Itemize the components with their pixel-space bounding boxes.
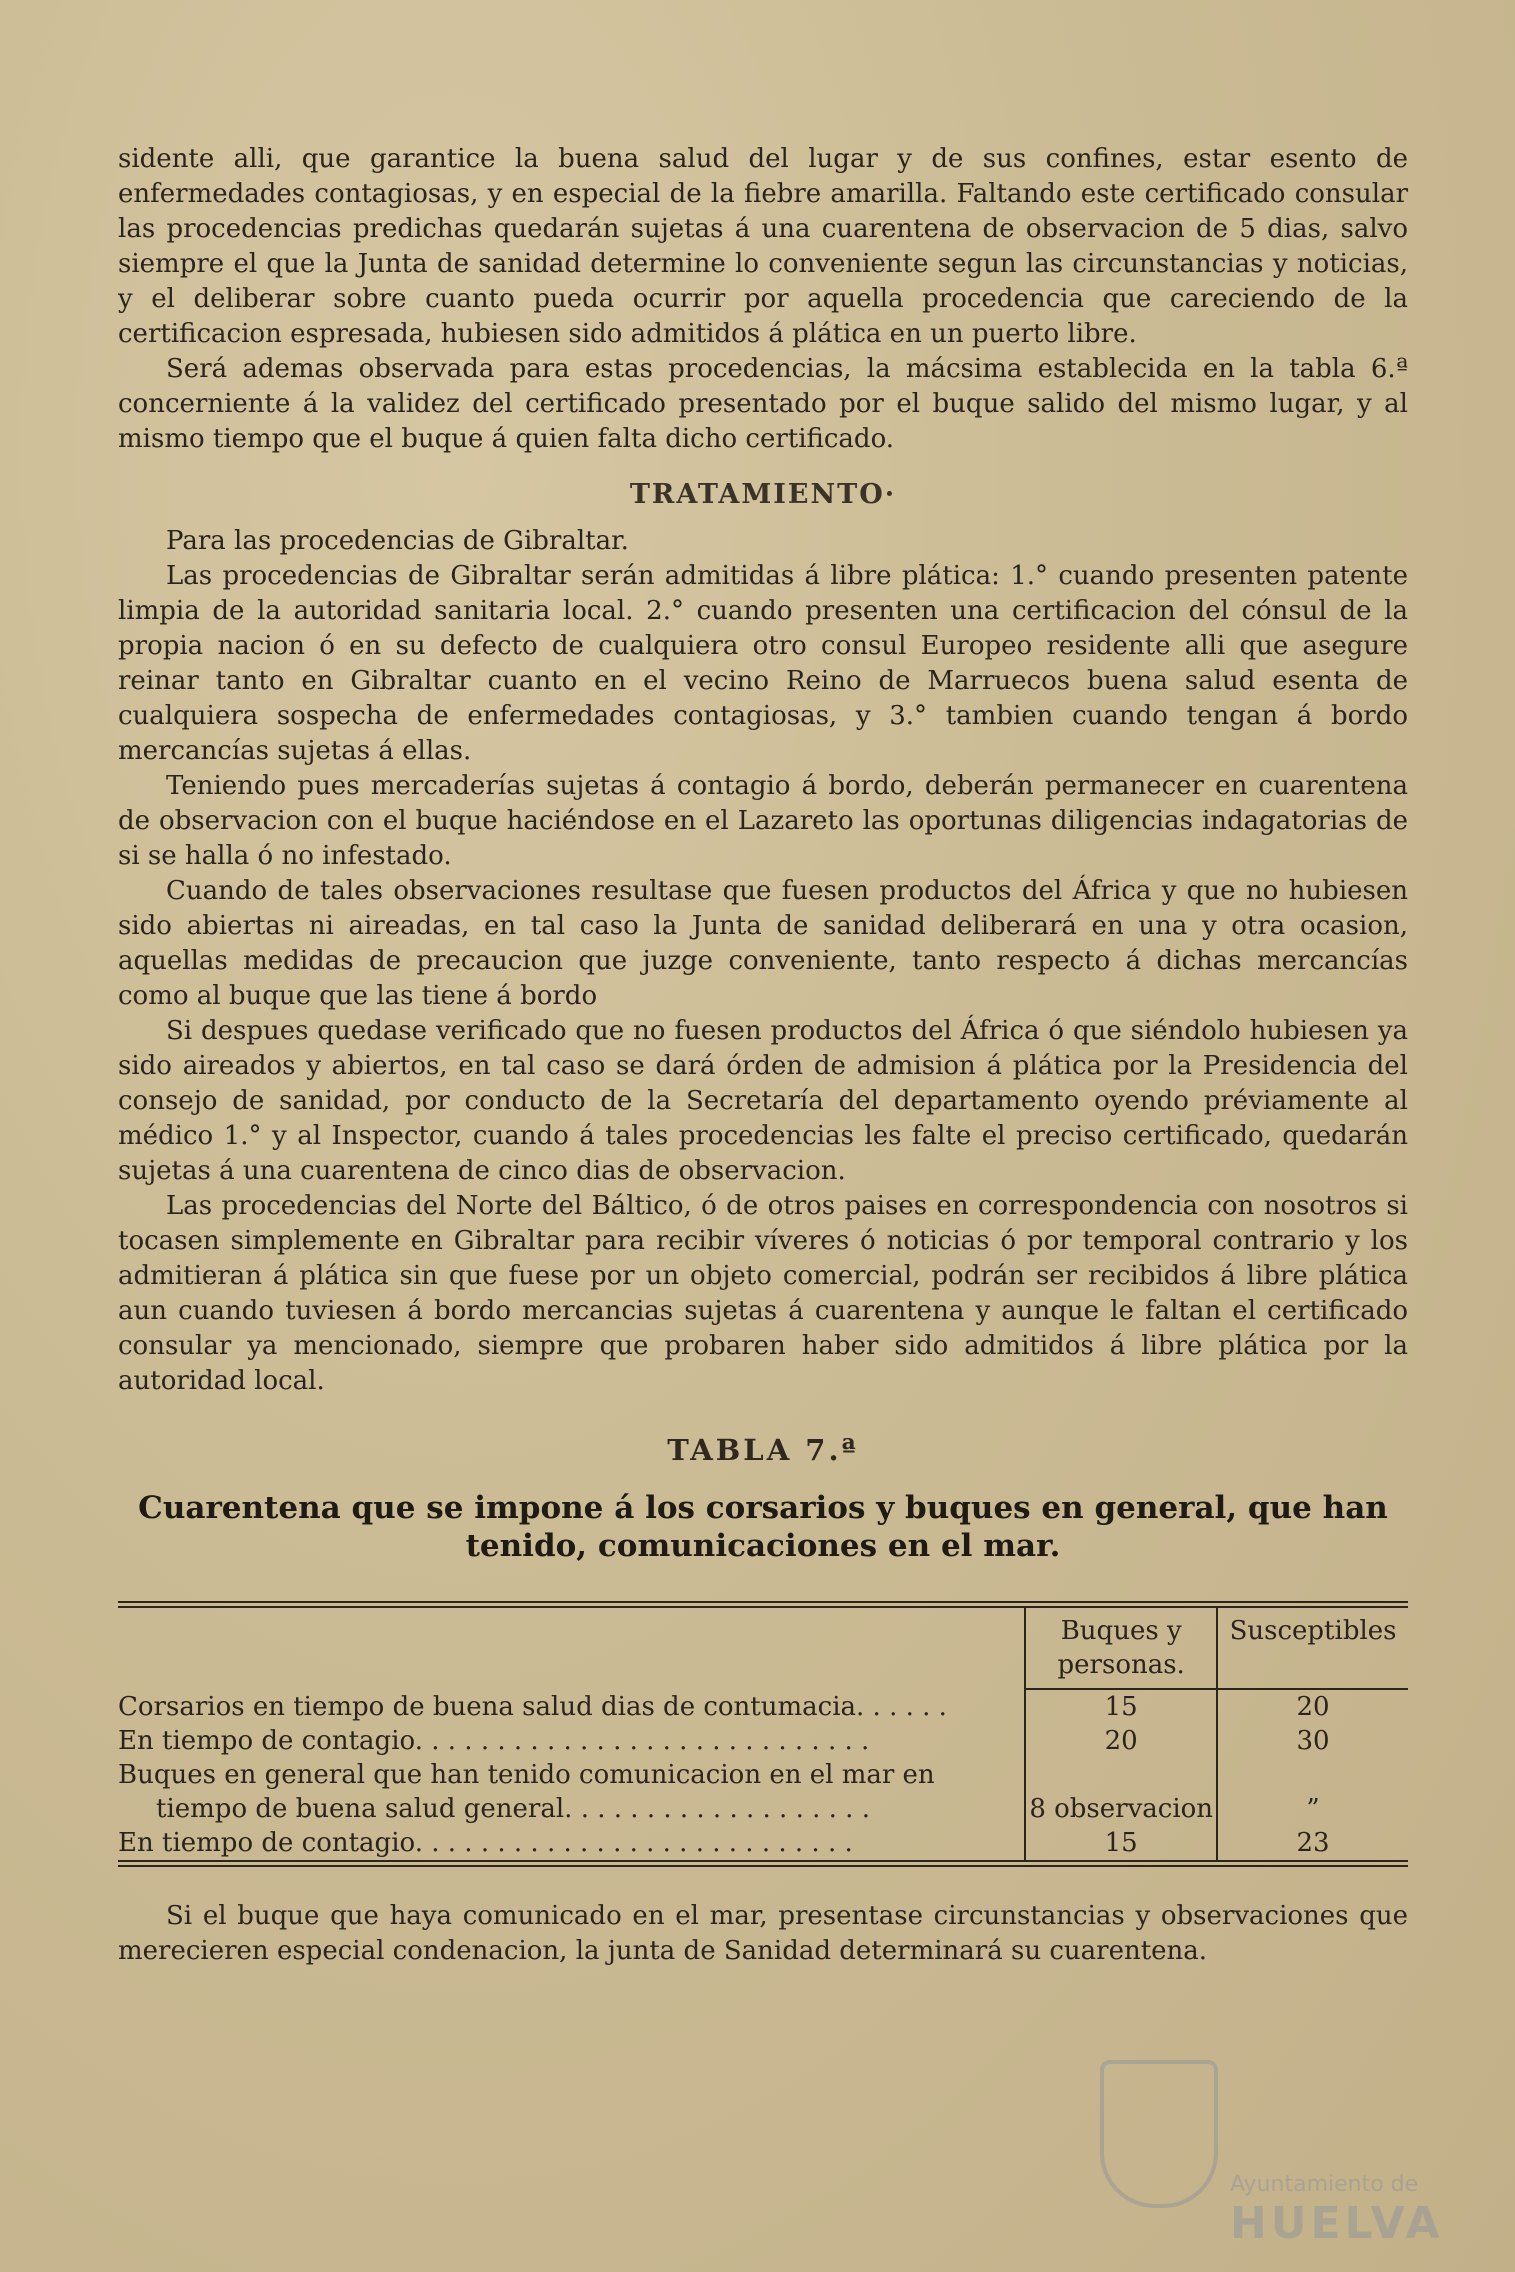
table-top-rule: [118, 1601, 1408, 1608]
row-buques-value: 15: [1025, 1689, 1217, 1724]
paragraph-macsima: Será ademas observada para estas procedencias, la mácsima establecida en la tabla 6.ª concerniente á la validez del certificado presentado por el buque salido del mismo lugar, y al mismo tiempo que el buque á quien falta dicho certificado.: [118, 354, 1408, 454]
watermark-logo: [1100, 2060, 1444, 2249]
watermark-line1: Ayuntamiento de: [1230, 2172, 1419, 2197]
row-buques-value: 15: [1025, 1826, 1217, 1860]
table-footnote: Si el buque que haya comunicado en el mar, presentase circunstancias y observaciones que merecieren especial condenacion, la junta de Sanidad determinará su cuarentena.: [118, 1901, 1408, 1966]
table-bottom-rule: [118, 1860, 1408, 1867]
row-desc-line1: Buques en general que han tenido comunicacion en el mar en: [118, 1760, 935, 1790]
watermark-line2: HUELVA: [1230, 2198, 1444, 2249]
table-title: TABLA 7.ª: [667, 1433, 859, 1467]
paragraph-mercaderias: Teniendo pues mercaderías sujetas á contagio á bordo, deberán permanecer en cuarentena de observacion con el buque haciéndose en el Lazareto las oportunas diligencias indagatorias de si se halla ó no infestado.: [118, 771, 1408, 871]
crest-icon: [1100, 2060, 1218, 2208]
row-buques-value: 8 observacion: [1025, 1758, 1217, 1826]
row-buques-value: 20: [1025, 1724, 1217, 1758]
paragraph-continuation: sidente alli, que garantice la buena salud del lugar y de sus confines, estar esento de enfermedades contagiosas, y en especial de la fiebre amarilla. Faltando este certificado consular las procedencias predichas quedarán sujetas á una cuarentena de observacion de 5 dias, salvo siempre el que la Junta de sanidad determine lo conveniente segun las circunstancias y noticias, y el deliberar sobre cuanto pueda ocurrir por aquella procedencia que careciendo de la certificacion espresada, hubiesen sido admitidos á plática en un puerto libre.: [118, 144, 1408, 349]
row-desc: En tiempo de contagio. . . . . . . . . . . . . . . . . . . . . . . . . . .: [118, 1828, 853, 1858]
row-desc: En tiempo de contagio. . . . . . . . . . . . . . . . . . . . . . . . . . . .: [118, 1726, 870, 1756]
document-page: [118, 142, 1408, 1969]
table-row: [118, 1724, 1408, 1758]
col-header-buques: Buques y personas.: [1025, 1608, 1217, 1689]
table-row: [118, 1689, 1408, 1724]
row-susceptibles-value: 30: [1217, 1724, 1408, 1758]
table-row: [118, 1826, 1408, 1860]
row-susceptibles-value: 23: [1217, 1826, 1408, 1860]
row-desc-line2: tiempo de buena salud general. . . . . . . . . . . . . . . . . . .: [156, 1794, 870, 1824]
row-susceptibles-value: ”: [1217, 1758, 1408, 1826]
row-desc: [118, 1758, 1025, 1826]
table-row: [118, 1758, 1408, 1826]
row-desc: Corsarios en tiempo de buena salud dias de contumacia. . . . . .: [118, 1692, 947, 1722]
table-caption: Cuarentena que se impone á los corsarios y buques en general, que han tenido, comunicaciones en el mar.: [138, 1490, 1388, 1564]
subheading-gibraltar: Para las procedencias de Gibraltar.: [166, 526, 629, 556]
paragraph-baltico: Las procedencias del Norte del Báltico, ó de otros paises en correspondencia con nosotros si tocasen simplemente en Gibraltar para recibir víveres ó noticias ó por temporal contrario y los admitieran á plática sin que fuese por un objeto comercial, podrán ser recibidos á libre plática aun cuando tuviesen á bordo mercancias sujetas á cuarentena y aunque le faltan el certificado consular ya mencionado, siempre que probaren haber sido admitidos á libre plática por la autoridad local.: [118, 1191, 1408, 1396]
row-susceptibles-value: 20: [1217, 1689, 1408, 1724]
quarantine-table: [118, 1608, 1408, 1860]
paragraph-verificacion: Si despues quedase verificado que no fuesen productos del África ó que siéndolo hubiesen ya sido aireados y abiertos, en tal caso se dará órden de admision á plática por la Presidencia del consejo de sanidad, por conducto de la Secretaría del departamento oyendo préviamente al médico 1.° y al Inspector, cuando á tales procedencias les falte el preciso certificado, quedarán sujetas á una cuarentena de cinco dias de observacion.: [118, 1016, 1408, 1186]
table-header-row: [118, 1608, 1408, 1689]
paragraph-gibraltar-admission: Las procedencias de Gibraltar serán admitidas á libre plática: 1.° cuando presenten patente limpia de la autoridad sanitaria local. 2.° cuando presenten una certificacion del cónsul de la propia nacion ó en su defecto de cualquiera otro consul Europeo residente alli que asegure reinar tanto en Gibraltar cuanto en el vecino Reino de Marruecos buena salud esenta de cualquiera sospecha de enfermedades contagiosas, y 3.° tambien cuando tengan á bordo mercancías sujetas á ellas.: [118, 561, 1408, 766]
col-header-susceptibles: Susceptibles: [1217, 1608, 1408, 1689]
section-heading-tratamiento: TRATAMIENTO·: [629, 479, 897, 510]
paragraph-africa-products: Cuando de tales observaciones resultase que fuesen productos del África y que no hubiesen sido abiertas ni aireadas, en tal caso la Junta de sanidad deliberará en una y otra ocasion, aquellas medidas de precaucion que juzge conveniente, tanto respecto á dichas mercancías como al buque que las tiene á bordo: [118, 876, 1408, 1011]
